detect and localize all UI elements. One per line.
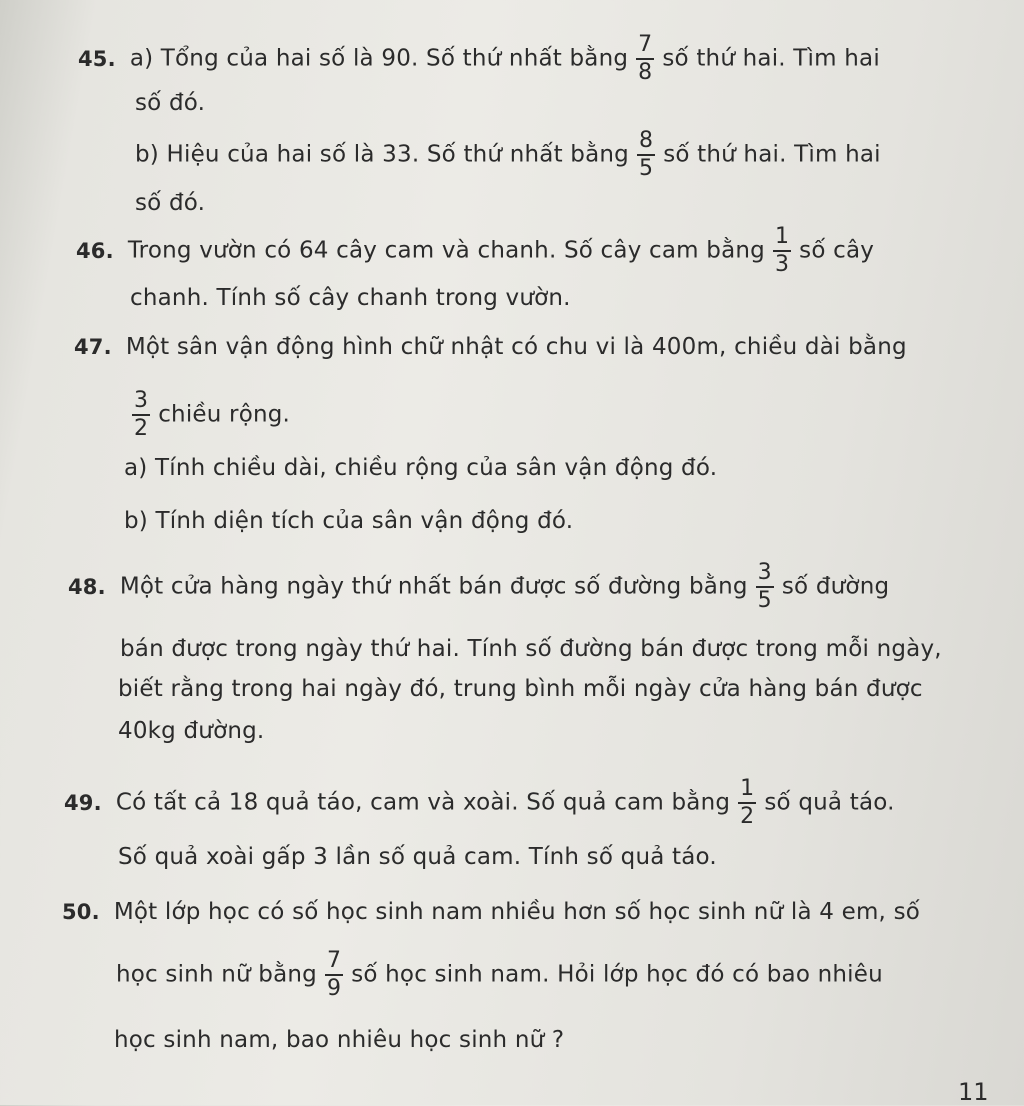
fraction-numerator: 7 xyxy=(636,34,654,60)
fraction-numerator: 3 xyxy=(132,390,150,416)
fraction xyxy=(637,130,655,180)
problem-text: a) Tổng của hai số là 90. Số thứ nhất bằng xyxy=(129,45,629,72)
problem-49-line2: Số quả xoài gấp 3 lần số quả cam. Tính số quả táo. xyxy=(118,844,717,870)
problem-48-line4: 40kg đường. xyxy=(118,718,265,744)
fraction xyxy=(738,778,756,828)
problem-text: học sinh nữ bằng xyxy=(116,961,317,988)
fraction-denominator: 5 xyxy=(757,588,772,613)
problem-number: 49. xyxy=(64,790,102,815)
problem-text: Trong vườn có 64 cây cam và chanh. Số cây cam bằng xyxy=(127,237,765,264)
problem-50-line1 xyxy=(62,897,920,927)
fraction-denominator: 8 xyxy=(638,60,653,85)
problem-49-line1 xyxy=(64,778,895,828)
problem-45-b-line1 xyxy=(135,130,881,180)
problem-text: số học sinh nam. Hỏi lớp học đó có bao nhiêu xyxy=(351,961,883,988)
problem-48-line2: bán được trong ngày thứ hai. Tính số đường bán được trong mỗi ngày, xyxy=(120,636,942,662)
problem-45-b-line2: số đó. xyxy=(135,190,206,216)
problem-text: số cây xyxy=(799,237,875,264)
problem-text: b) Hiệu của hai số là 33. Số thứ nhất bằng xyxy=(135,141,629,168)
fraction-denominator: 2 xyxy=(740,804,755,829)
fraction-numerator: 8 xyxy=(637,130,655,156)
fraction-numerator: 7 xyxy=(325,950,343,976)
fraction xyxy=(132,390,150,440)
problem-number: 46. xyxy=(76,238,114,263)
problem-text: Một cửa hàng ngày thứ nhất bán được số đường bằng xyxy=(119,573,748,600)
problem-46-line1 xyxy=(76,226,874,276)
problem-text: Một lớp học có số học sinh nam nhiều hơn số học sinh nữ là 4 em, số xyxy=(113,899,921,925)
problem-45-a-line1 xyxy=(78,34,880,84)
fraction xyxy=(773,226,791,276)
problem-number: 45. xyxy=(78,46,116,71)
fraction-denominator: 3 xyxy=(774,252,790,277)
problem-text: chiều rộng. xyxy=(158,401,291,428)
problem-50-line3: học sinh nam, bao nhiêu học sinh nữ ? xyxy=(114,1027,565,1053)
fraction xyxy=(756,562,774,612)
problem-text: số đường xyxy=(781,573,890,600)
problem-number: 47. xyxy=(74,335,112,359)
problem-text: số quả táo. xyxy=(764,789,895,816)
fraction-numerator: 3 xyxy=(756,562,774,588)
problem-text: số thứ hai. Tìm hai xyxy=(663,141,881,168)
problem-48-line3: biết rằng trong hai ngày đó, trung bình mỗi ngày cửa hàng bán được xyxy=(118,676,923,702)
fraction-numerator: 1 xyxy=(738,778,756,804)
problem-number: 50. xyxy=(62,900,100,924)
problem-47-line2 xyxy=(124,390,290,440)
problem-45-a-line2: số đó. xyxy=(135,90,206,116)
fraction-denominator: 5 xyxy=(638,156,654,181)
fraction xyxy=(636,34,654,84)
problem-text: số thứ hai. Tìm hai xyxy=(662,45,880,72)
problem-48-line1 xyxy=(68,562,889,612)
problem-47-line1 xyxy=(74,332,907,362)
page-number: 11 xyxy=(958,1078,989,1106)
problem-47-b: b) Tính diện tích của sân vận động đó. xyxy=(124,508,574,534)
problem-46-line2: chanh. Tính số cây chanh trong vườn. xyxy=(130,285,571,311)
problem-text: Có tất cả 18 quả táo, cam và xoài. Số quả cam bằng xyxy=(115,789,731,816)
fraction-denominator: 2 xyxy=(134,416,149,441)
problem-number: 48. xyxy=(68,574,106,599)
fraction-denominator: 9 xyxy=(326,976,342,1001)
problem-50-line2 xyxy=(116,950,883,1000)
fraction xyxy=(325,950,343,1000)
problem-text: Một sân vận động hình chữ nhật có chu vi là 400m, chiều dài bằng xyxy=(125,334,907,360)
fraction-numerator: 1 xyxy=(773,226,791,252)
problem-47-a: a) Tính chiều dài, chiều rộng của sân vận động đó. xyxy=(124,455,718,481)
